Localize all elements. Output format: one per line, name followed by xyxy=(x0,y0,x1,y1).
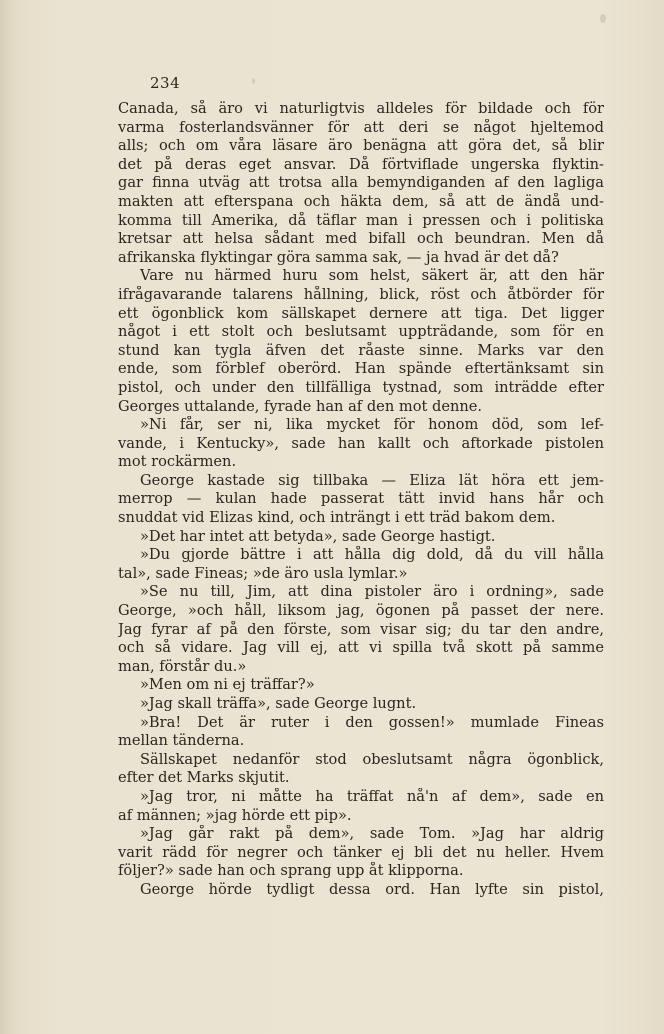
text-line: snuddat vid Elizas kind, och inträngt i ett träd bakom dem. xyxy=(118,509,556,527)
text-line: afrikanska flyktingar göra samma sak, — ja hvad är det då? xyxy=(118,248,559,266)
text-line: »Ni får, ser ni, lika mycket för honom död, som lef- xyxy=(140,416,604,434)
text-line: »Jag går rakt på dem», sade Tom. »Jag har aldrig xyxy=(140,825,604,843)
text-line: varma fosterlandsvänner för att deri se något hjeltemod xyxy=(118,118,604,136)
text-line: makten att efterspana och häkta dem, så att de ändå und- xyxy=(118,192,604,210)
text-line: komma till Amerika, då täflar man i pressen och i politiska xyxy=(118,211,604,229)
text-line: George hörde tydligt dessa ord. Han lyfte sin pistol, xyxy=(140,880,604,898)
text-line: kretsar att helsa sådant med bifall och beundran. Men då xyxy=(118,230,604,248)
text-line: »Jag tror, ni måtte ha träffat nå'n af dem», sade en xyxy=(140,787,604,805)
page-number: 234 xyxy=(150,74,181,92)
text-line: ifrågavarande talarens hållning, blick, röst och åtbörder för xyxy=(118,285,604,303)
text-line: tal», sade Fineas; »de äro usla lymlar.» xyxy=(118,564,408,582)
text-line: mot rockärmen. xyxy=(118,453,237,471)
text-line: af männen; »jag hörde ett pip». xyxy=(118,806,352,824)
text-line: Vare nu härmed huru som helst, säkert är, att den här xyxy=(140,267,604,285)
text-line: alls; och om våra läsare äro benägna att göra det, så blir xyxy=(118,137,604,155)
text-line: »Du gjorde bättre i att hålla dig dold, då du vill hålla xyxy=(140,546,604,564)
paper-spot xyxy=(252,78,255,84)
text-line: och så vidare. Jag vill ej, att vi spilla två skott på samme xyxy=(118,639,604,657)
text-line: följer?» sade han och sprang upp åt klipporna. xyxy=(118,862,464,880)
body-text xyxy=(118,100,604,900)
text-line: stund kan tygla äfven det råaste sinne. Marks var den xyxy=(118,341,604,359)
text-line: George kastade sig tillbaka — Eliza lät höra ett jem- xyxy=(140,471,604,489)
text-line: »Men om ni ej träffar?» xyxy=(140,676,315,694)
text-line: efter det Marks skjutit. xyxy=(118,769,290,787)
text-line: ende, som förblef oberörd. Han spände eftertänksamt sin xyxy=(118,360,604,378)
text-line: Georges uttalande, fyrade han af den mot denne. xyxy=(118,397,483,415)
text-line: »Jag skall träffa», sade George lugnt. xyxy=(140,695,417,712)
text-line: gar finna utväg att trotsa alla bemyndiganden af den lagliga xyxy=(118,174,604,192)
text-line: George, »och håll, liksom jag, ögonen på passet der nere. xyxy=(118,602,604,620)
text-line: något i ett stolt och beslutsamt uppträdande, som för en xyxy=(118,323,604,341)
text-line: »Bra! Det är ruter i den gossen!» mumlade Fineas xyxy=(140,713,604,731)
text-line: ett ögonblick kom sällskapet dernere att tiga. Det ligger xyxy=(118,304,604,322)
text-line: merrop — kulan hade passerat tätt invid hans hår och xyxy=(118,490,604,508)
text-line: varit rädd för negrer och tänker ej bli det nu heller. Hvem xyxy=(118,843,604,861)
text-line: »Det har intet att betyda», sade George hastigt. xyxy=(140,527,496,545)
text-line: Sällskapet nedanför stod obeslutsamt några ögonblick, xyxy=(140,750,604,768)
text-line: Canada, så äro vi naturligtvis alldeles för bildade och för xyxy=(118,100,604,117)
text-line: Jag fyrar af på den förste, som visar sig; du tar den andre, xyxy=(118,620,604,638)
text-line: det på deras eget ansvar. Då förtviflade ungerska flyktin- xyxy=(118,155,604,173)
paper-spot xyxy=(600,14,606,23)
text-line: vande, i Kentucky», sade han kallt och aftorkade pistolen xyxy=(118,434,604,452)
text-line: man, förstår du.» xyxy=(118,657,247,675)
text-line: »Se nu till, Jim, att dina pistoler äro i ordning», sade xyxy=(140,583,604,601)
text-line: mellan tänderna. xyxy=(118,732,245,750)
text-line: pistol, och under den tillfälliga tystnad, som inträdde efter xyxy=(118,378,604,396)
